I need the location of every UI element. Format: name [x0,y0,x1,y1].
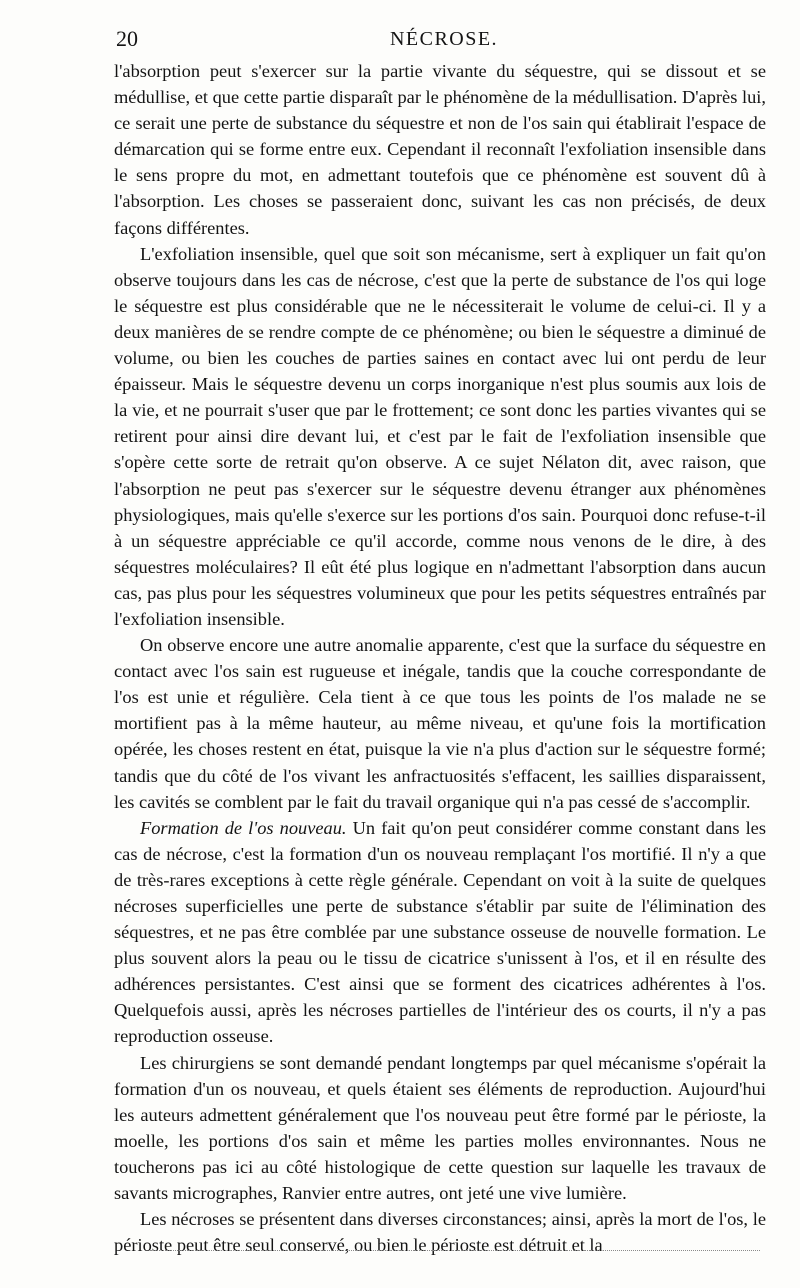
page-number: 20 [116,26,138,51]
section-heading: Formation de l'os nouveau. [140,817,347,838]
running-title: NÉCROSE. [389,28,499,50]
paragraph-4-text: Un fait qu'on peut considérer comme constant dans les cas de nécrose, c'est la formation d'un os nouveau remplaçant l'os mortifié. Il n'y a que de très-rares exceptions à cette règle générale. Cependant on voit à la suite de quelques nécroses superficielles une perte de substance s'établir par suite de l'élimination des séquestres, et ne pas être comblée par une substance osseuse de nouvelle formation. Le plus souvent alors la peau ou le tissu de cicatrice s'unissent à l'os, et il en résulte des adhérences persistantes. C'est ainsi que se forment des cicatrices adhérentes à l'os. Quelquefois aussi, après les nécroses partielles de l'intérieur des os courts, il n'y a pas reproduction osseuse. [114,817,767,1047]
paragraph-2: L'exfoliation insensible, quel que soit son mécanisme, sert à expliquer un fait qu'on observe toujours dans les cas de nécrose, c'est que la perte de substance de l'os qui loge le séquestre est plus considérable que ne le nécessiterait le volume de celui-ci. Il y a deux manières de se rendre compte de ce phénomène; ou bien le séquestre a diminué de volume, ou bien les couches de parties saines en contact avec lui ont perdu de leur épaisseur. Mais le séquestre devenu un corps inorganique n'est plus soumis aux lois de la vie, et ne pourrait s'user que par le frottement; ce sont donc les parties vivantes qui se retirent pour ainsi dire devant lui, et c'est par le fait de l'exfoliation insensible que s'opère cette sorte de retrait qu'on observe. A ce sujet Nélaton dit, avec raison, que l'absorption ne peut pas s'exercer sur le séquestre devenu étranger aux phénomènes physiologiques, mais qu'elle s'exerce sur les portions d'os sain. Pourquoi donc refuse-t-il à un séquestre appréciable ce qu'il accorde, comme nous venons de le dire, à des séquestres moléculaires? Il eût été plus logique en n'admettant l'absorption dans aucun cas, pas plus pour les séquestres volumineux que pour les petits séquestres entraînés par l'exfoliation insensible. [114,243,766,629]
paragraph-6: Les nécroses se présentent dans diverses circonstances; ainsi, après la mort de l'os, le périoste peut être seul conservé, ou bien le périoste est détruit et la [114,1209,766,1256]
footer-dotted-line [150,1250,760,1252]
text-body [114,58,766,1258]
paragraph-5: Les chirurgiens se sont demandé pendant longtemps par quel mécanisme s'opérait la formation d'un os nouveau, et quels étaient ses éléments de reproduction. Aujourd'hui les auteurs admettent généralement que l'os nouveau peut être formé par le périoste, la moelle, les portions d'os sain et même les parties molles environnantes. Nous ne toucherons pas ici au côté histologique de cette question sur laquelle les travaux de savants micrographes, Ranvier entre autres, ont jeté une vive lumière. [114,1052,766,1204]
paragraph-1: l'absorption peut s'exercer sur la partie vivante du séquestre, qui se dissout et se médullise, et que cette partie disparaît par le phénomène de la médullisation. D'après lui, ce serait une perte de substance du séquestre et non de l'os sain qui établirait l'espace de démarcation qui se forme entre eux. Cependant il reconnaît l'exfoliation insensible dans le sens propre du mot, en admettant toutefois que ce phénomène est souvent dû à l'absorption. Les choses se passeraient donc, suivant les cas non précisés, de deux façons différentes. [114,61,766,238]
running-head [112,26,776,52]
paragraph-3: On observe encore une autre anomalie apparente, c'est que la surface du séquestre en contact avec l'os sain est rugueuse et inégale, tandis que la couche correspondante de l'os est unie et régulière. Cela tient à ce que tous les points de l'os malade ne se mortifient pas à la même hauteur, au même niveau, et qu'une fois la mortification opérée, les choses restent en état, puisque la vie n'a plus d'action sur le séquestre formé; tandis que du côté de l'os vivant les anfractuosités s'effacent, les saillies disparaissent, les cavités se comblent par le fait du travail organique qui n'a pas cessé de s'accomplir. [114,635,766,812]
paragraph-4 [114,815,766,1050]
